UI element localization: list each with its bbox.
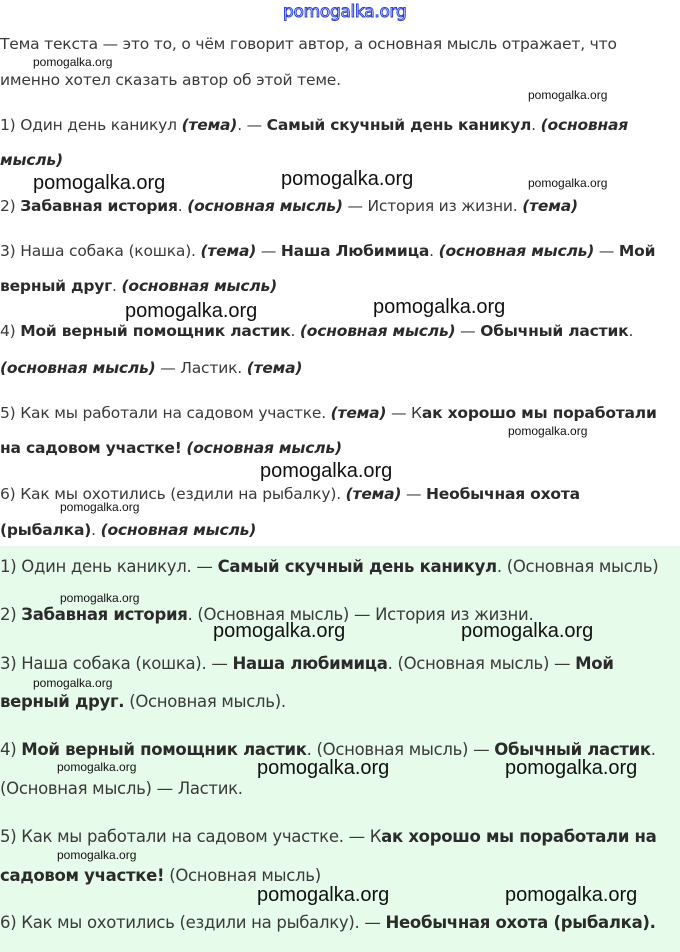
watermark: pomogalka.org — [505, 884, 638, 906]
list-item: 6) Как мы охотились (ездили на рыбалку). (тема) — Необычная охота — [0, 485, 580, 503]
watermark: pomogalka.org — [461, 620, 594, 642]
answer-item: 1) Один день каникул. — Самый скучный день каникул. (Основная мысль) — [0, 557, 659, 576]
list-item: 4) Мой верный помощник ластик. (основная мысль) — Обычный ластик. — [0, 322, 634, 340]
watermark: pomogalka.org — [260, 460, 393, 482]
answer-item: 3) Наша собака (кошка). — Наша любимица. (Основная мысль) — Мой — [0, 654, 614, 673]
watermark: pomogalka.org — [60, 500, 140, 514]
list-item-continued: (основная мысль) — Ластик. (тема) — [0, 359, 303, 377]
watermark: pomogalka.org — [57, 848, 137, 862]
watermark: pomogalka.org — [33, 676, 113, 690]
list-item-continued: на садовом участке! (основная мысль) — [0, 439, 342, 457]
watermark: pomogalka.org — [257, 884, 390, 906]
watermark: pomogalka.org — [281, 168, 414, 190]
answer-item: 2) Забавная история. (Основная мысль) — История из жизни. — [0, 605, 534, 624]
intro-line-2: именно хотел сказать автор об этой теме. — [0, 71, 341, 89]
list-item: 1) Один день каникул (тема). — Самый скучный день каникул. (основная — [0, 116, 629, 134]
answer-item-continued: садовом участке! (Основная мысль) — [0, 866, 321, 885]
answer-item-continued: (Основная мысль) — Ластик. — [0, 779, 243, 798]
answer-item: 4) Мой верный помощник ластик. (Основная мысль) — Обычный ластик. — [0, 740, 656, 759]
answer-item-continued: верный друг. (Основная мысль). — [0, 692, 286, 711]
list-item-continued: верный друг. (основная мысль) — [0, 277, 278, 295]
watermark: pomogalka.org — [257, 757, 390, 779]
intro-line-1: Тема текста — это то, о чём говорит автор, а основная мысль отражает, что — [0, 35, 617, 53]
watermark: pomogalka.org — [125, 300, 258, 322]
list-item: 5) Как мы работали на садовом участке. (тема) — Как хорошо мы поработали — [0, 404, 657, 422]
answer-item: 5) Как мы работали на садовом участке. — Как хорошо мы поработали на — [0, 827, 657, 846]
watermark: pomogalka.org — [508, 424, 588, 438]
watermark: pomogalka.org — [57, 760, 137, 774]
watermark: pomogalka.org — [528, 88, 608, 102]
list-item-continued: мысль) — [0, 151, 63, 169]
watermark: pomogalka.org — [505, 757, 638, 779]
list-item-continued: (рыбалка). (основная мысль) — [0, 521, 257, 539]
watermark: pomogalka.org — [373, 296, 506, 318]
watermark: pomogalka.org — [213, 620, 346, 642]
watermark: pomogalka.org — [60, 591, 140, 605]
answer-item: 6) Как мы охотились (ездили на рыбалку). — Необычная охота (рыбалка). — [0, 913, 656, 932]
watermark: pomogalka.org — [528, 176, 608, 190]
header-watermark: pomogalka.org — [283, 2, 407, 22]
watermark: pomogalka.org — [33, 172, 166, 194]
list-item: 3) Наша собака (кошка). (тема) — Наша Любимица. (основная мысль) — Мой — [0, 242, 656, 260]
watermark: pomogalka.org — [33, 55, 113, 69]
list-item: 2) Забавная история. (основная мысль) — История из жизни. (тема) — [0, 197, 578, 215]
